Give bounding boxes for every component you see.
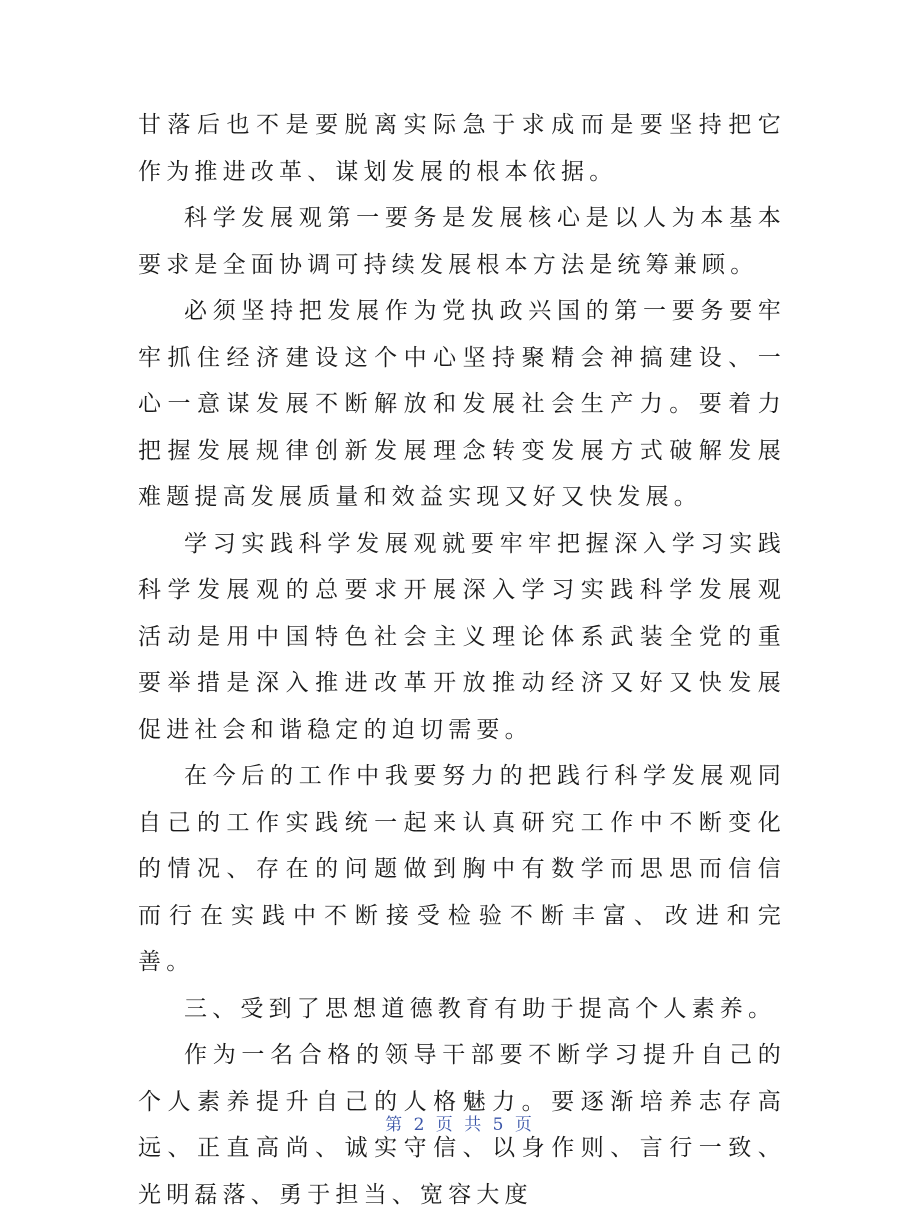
- paragraph-1: 甘落后也不是要脱离实际急于求成而是要坚持把它作为推进改革、谋划发展的根本依据。: [138, 112, 786, 185]
- document-body: [138, 102, 786, 1218]
- section-heading-3: 三、受到了思想道德教育有助于提高个人素养。: [184, 995, 777, 1022]
- page-number-footer: 第 2 页 共 5 页: [385, 1115, 535, 1135]
- paragraph-6: 作为一名合格的领导干部要不断学习提升自己的个人素养提升自己的人格魅力。要逐渐培养志存高远、正直高尚、诚实守信、以身作则、言行一致、光明磊落、勇于担当、宽容大度: [138, 1042, 786, 1208]
- paragraph-3: 必须坚持把发展作为党执政兴国的第一要务要牢牢抓住经济建设这个中心坚持聚精会神搞建设、一心一意谋发展不断解放和发展社会生产力。要着力把握发展规律创新发展理念转变发展方式破解发展难题提高发展质量和效益实现又好又快发展。: [138, 298, 786, 510]
- paragraph-4: 学习实践科学发展观就要牢牢把握深入学习实践科学发展观的总要求开展深入学习实践科学发展观活动是用中国特色社会主义理论体系武装全党的重要举措是深入推进改革开放推动经济又好又快发展促进社会和谐稳定的迫切需要。: [138, 530, 786, 743]
- paragraph-5: 在今后的工作中我要努力的把践行科学发展观同自己的工作实践统一起来认真研究工作中不断变化的情况、存在的问题做到胸中有数学而思思而信信而行在实践中不断接受检验不断丰富、改进和完善。: [138, 763, 786, 975]
- paragraph-2: 科学发展观第一要务是发展核心是以人为本基本要求是全面协调可持续发展根本方法是统筹兼顾。: [138, 205, 786, 278]
